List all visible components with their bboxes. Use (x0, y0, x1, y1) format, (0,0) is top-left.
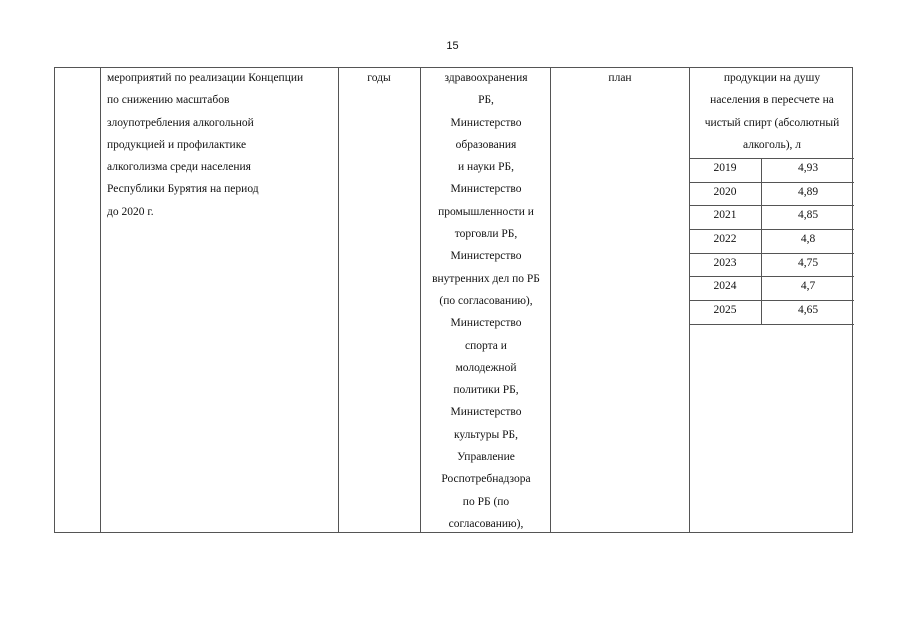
cell-line: чистый спирт (абсолютный (704, 116, 840, 129)
cell-line: по снижению масштабов (107, 94, 230, 107)
cell-line: Роспотребнадзора (441, 473, 531, 486)
value-cell: 4,85 (797, 209, 819, 222)
indicator-row (690, 158, 854, 182)
indicator-name-cell (691, 67, 853, 156)
cell-line: торговли РБ, (454, 228, 518, 241)
cell-line: молодежной (455, 361, 517, 374)
value-cell: 4,8 (800, 233, 816, 246)
cell-line: (по согласованию), (439, 294, 533, 307)
indicator-values-table (690, 158, 854, 325)
cell-line: промышленности и (438, 205, 534, 218)
cell-line: алкоголь), л (742, 138, 802, 151)
cell-line: РБ, (478, 94, 494, 107)
cell-line: спорта и (465, 339, 507, 352)
year-cell: 2025 (713, 304, 737, 317)
value-cell: 4,89 (797, 185, 819, 198)
cell-line: здравоохранения (444, 72, 528, 84)
cell-line: продукции на душу (723, 72, 821, 84)
cell-line: согласованию), (448, 517, 524, 530)
value-cell: 4,93 (797, 162, 819, 174)
year-cell: 2020 (713, 185, 737, 198)
cell-line: Республики Бурятия на период (107, 183, 259, 196)
value-cell: 4,7 (800, 280, 816, 293)
indicator-row (690, 253, 854, 277)
col-divider (100, 68, 101, 532)
cell-line: до 2020 г. (107, 205, 154, 218)
data-table (54, 67, 853, 533)
cell-line: Министерство (450, 116, 522, 129)
responsible-executors-cell (421, 67, 551, 535)
cell-line: план (608, 72, 632, 84)
cell-line: мероприятий по реализации Концепции (107, 72, 304, 84)
cell-line: Министерство (450, 317, 522, 330)
cell-line: годы (367, 72, 391, 84)
plan-cell (551, 67, 689, 89)
cell-line: внутренних дел по РБ (432, 272, 540, 285)
period-cell (339, 67, 419, 89)
cell-line: Министерство (450, 183, 522, 196)
cell-line: и науки РБ, (458, 161, 514, 174)
year-cell: 2019 (713, 162, 737, 174)
page-number: 15 (446, 40, 459, 52)
cell-line: Управление (457, 451, 515, 464)
cell-line: политики РБ, (453, 384, 519, 397)
cell-line: Министерство (450, 406, 522, 419)
cell-line: по РБ (по (462, 495, 510, 508)
cell-line: злоупотребления алкогольной (107, 116, 254, 129)
year-cell: 2021 (713, 209, 737, 222)
cell-line: алкоголизма среди населения (107, 161, 251, 174)
year-cell: 2024 (713, 280, 737, 293)
year-cell: 2022 (713, 233, 737, 246)
indicator-row (690, 300, 854, 325)
indicator-row (690, 182, 854, 206)
value-cell: 4,75 (797, 256, 819, 269)
value-cell: 4,65 (797, 304, 819, 317)
indicator-row (690, 205, 854, 229)
cell-line: образования (455, 138, 517, 151)
cell-line: населения в пересчете на (710, 94, 834, 107)
event-description-cell (107, 67, 339, 223)
cell-line: продукцией и профилактике (107, 138, 247, 151)
indicator-row (690, 276, 854, 300)
cell-line: культуры РБ, (453, 428, 519, 441)
indicator-row (690, 229, 854, 253)
cell-line: Министерство (450, 250, 522, 263)
year-cell: 2023 (713, 256, 737, 269)
